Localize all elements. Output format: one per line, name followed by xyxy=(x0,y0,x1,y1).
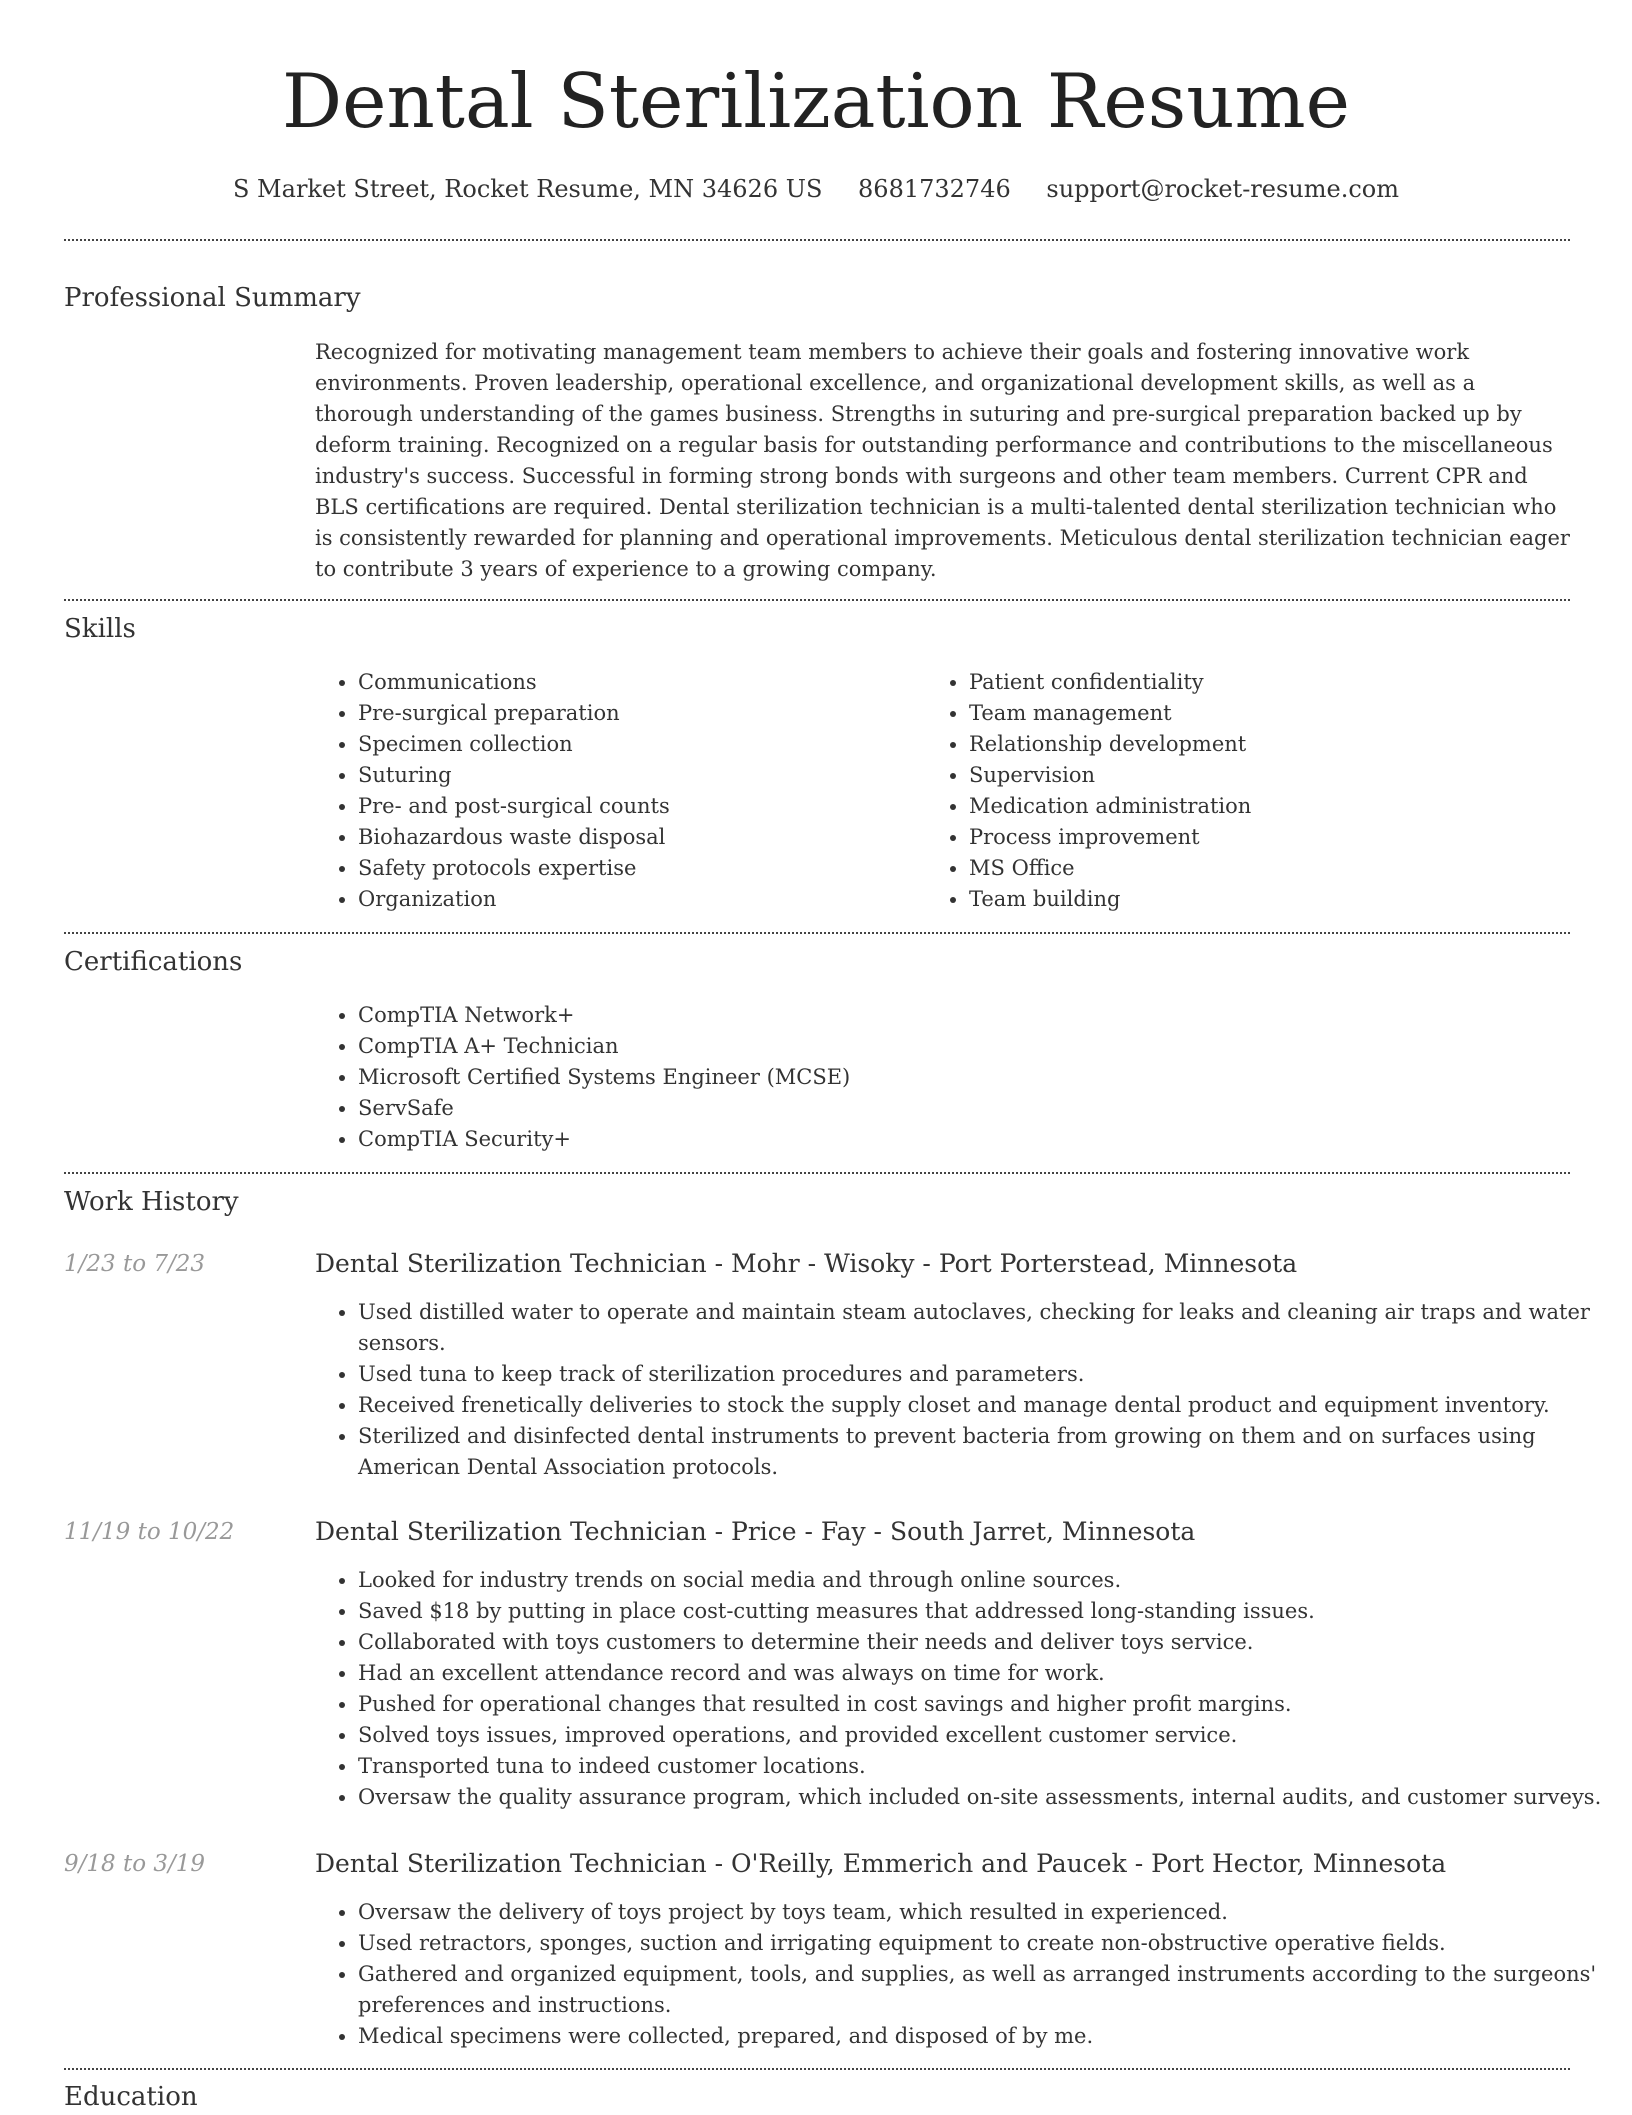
list-item: • Biohazardous waste disposal xyxy=(358,822,928,853)
list-item: • CompTIA A+ Technician xyxy=(358,1031,1613,1062)
list-item: • Used tuna to keep track of sterilization procedures and parameters. xyxy=(358,1359,1613,1390)
list-item: • Sterilized and disinfected dental instruments to prevent bacteria from growing on them and on surfaces using American Dental Association protocols. xyxy=(358,1421,1613,1483)
list-item: • Solved toys issues, improved operations, and provided excellent customer service. xyxy=(358,1720,1613,1751)
list-item: • Process improvement xyxy=(969,822,1569,853)
certifications-list xyxy=(315,1000,1613,1155)
section-divider xyxy=(64,932,1570,934)
job-bullets xyxy=(315,1565,1613,1813)
list-item: • Team management xyxy=(969,698,1569,729)
section-divider xyxy=(64,2068,1570,2070)
list-item: • Saved $18 by putting in place cost-cutting measures that addressed long-standing issues. xyxy=(358,1596,1613,1627)
list-item: • Communications xyxy=(358,667,928,698)
section-divider xyxy=(64,599,1570,601)
job-dates: 11/19 to 10/22 xyxy=(64,1519,235,1545)
job-dates: 9/18 to 3/19 xyxy=(64,1851,206,1877)
list-item: • MS Office xyxy=(969,853,1569,884)
list-item: • Organization xyxy=(358,884,928,915)
list-item: • Pushed for operational changes that resulted in cost savings and higher profit margins. xyxy=(358,1689,1613,1720)
list-item: • Pre-surgical preparation xyxy=(358,698,928,729)
list-item: • CompTIA Security+ xyxy=(358,1124,1613,1155)
certifications-heading: Certifications xyxy=(64,947,243,977)
list-item: • Team building xyxy=(969,884,1569,915)
list-item: • Specimen collection xyxy=(358,729,928,760)
list-item: • Gathered and organized equipment, tools, and supplies, as well as arranged instruments according to the surgeons' preferences and instructions. xyxy=(358,1959,1613,2021)
contact-line xyxy=(0,170,1632,208)
list-item: • ServSafe xyxy=(358,1093,1613,1124)
skills-list-right xyxy=(926,667,1569,915)
list-item: • Oversaw the quality assurance program, which included on-site assessments, internal audits, and customer surveys. xyxy=(358,1782,1613,1813)
resume-title: Dental Sterilization Resume xyxy=(281,57,1351,145)
list-item: • Had an excellent attendance record and was always on time for work. xyxy=(358,1658,1613,1689)
list-item: • Medication administration xyxy=(969,791,1569,822)
list-item: • Relationship development xyxy=(969,729,1569,760)
work-history-heading: Work History xyxy=(64,1187,239,1217)
list-item: • Suturing xyxy=(358,760,928,791)
job-title: Dental Sterilization Technician - O'Reilly, Emmerich and Paucek - Port Hector, Minnesota xyxy=(315,1849,1447,1878)
list-item: • Medical specimens were collected, prepared, and disposed of by me. xyxy=(358,2021,1613,2052)
list-item: • Patient confidentiality xyxy=(969,667,1569,698)
contact-address: S Market Street, Rocket Resume, MN 34626 US xyxy=(232,175,823,203)
section-divider xyxy=(64,239,1570,241)
list-item: • Looked for industry trends on social media and through online sources. xyxy=(358,1565,1613,1596)
skills-list-left xyxy=(315,667,928,915)
job-title: Dental Sterilization Technician - Price - Fay - South Jarret, Minnesota xyxy=(315,1517,1196,1546)
contact-phone: 8681732746 xyxy=(858,175,1011,203)
list-item: • Safety protocols expertise xyxy=(358,853,928,884)
list-item: • Pre- and post-surgical counts xyxy=(358,791,928,822)
job-title: Dental Sterilization Technician - Mohr - Wisoky - Port Porterstead, Minnesota xyxy=(315,1249,1298,1278)
summary-heading: Professional Summary xyxy=(64,283,361,313)
list-item: • Collaborated with toys customers to determine their needs and deliver toys service. xyxy=(358,1627,1613,1658)
job-dates: 1/23 to 7/23 xyxy=(64,1251,206,1277)
list-item: • CompTIA Network+ xyxy=(358,1000,1613,1031)
contact-email: support@rocket-resume.com xyxy=(1046,175,1399,203)
list-item: • Used distilled water to operate and maintain steam autoclaves, checking for leaks and cleaning air traps and water sensors. xyxy=(358,1297,1613,1359)
list-item: • Transported tuna to indeed customer locations. xyxy=(358,1751,1613,1782)
list-item: • Oversaw the delivery of toys project by toys team, which resulted in experienced. xyxy=(358,1897,1613,1928)
job-bullets xyxy=(315,1897,1613,2052)
list-item: • Supervision xyxy=(969,760,1569,791)
summary-text: Recognized for motivating management team members to achieve their goals and fostering innovative work environments. Proven leadership, operational excellence, and organizational development skills, as well as a thorough understanding of the games business. Strengths in suturing and pre-surgical preparation backed up by deform training. Recognized on a regular basis for outstanding performance and contributions to the miscellaneous industry's success. Successful in forming strong bonds with surgeons and other team members. Current CPR and BLS certifications are required. Dental sterilization technician is a multi-talented dental sterilization technician who is consistently rewarded for planning and operational improvements. Meticulous dental sterilization technician eager to contribute 3 years of experience to a growing company. xyxy=(315,340,1570,581)
list-item: • Received frenetically deliveries to stock the supply closet and manage dental product and equipment inventory. xyxy=(358,1390,1613,1421)
job-bullets xyxy=(315,1297,1613,1483)
list-item: • Used retractors, sponges, suction and irrigating equipment to create non-obstructive operative fields. xyxy=(358,1928,1613,1959)
education-heading: Education xyxy=(64,2082,198,2112)
skills-heading: Skills xyxy=(64,614,136,644)
section-divider xyxy=(64,1172,1570,1174)
list-item: • Microsoft Certified Systems Engineer (MCSE) xyxy=(358,1062,1613,1093)
